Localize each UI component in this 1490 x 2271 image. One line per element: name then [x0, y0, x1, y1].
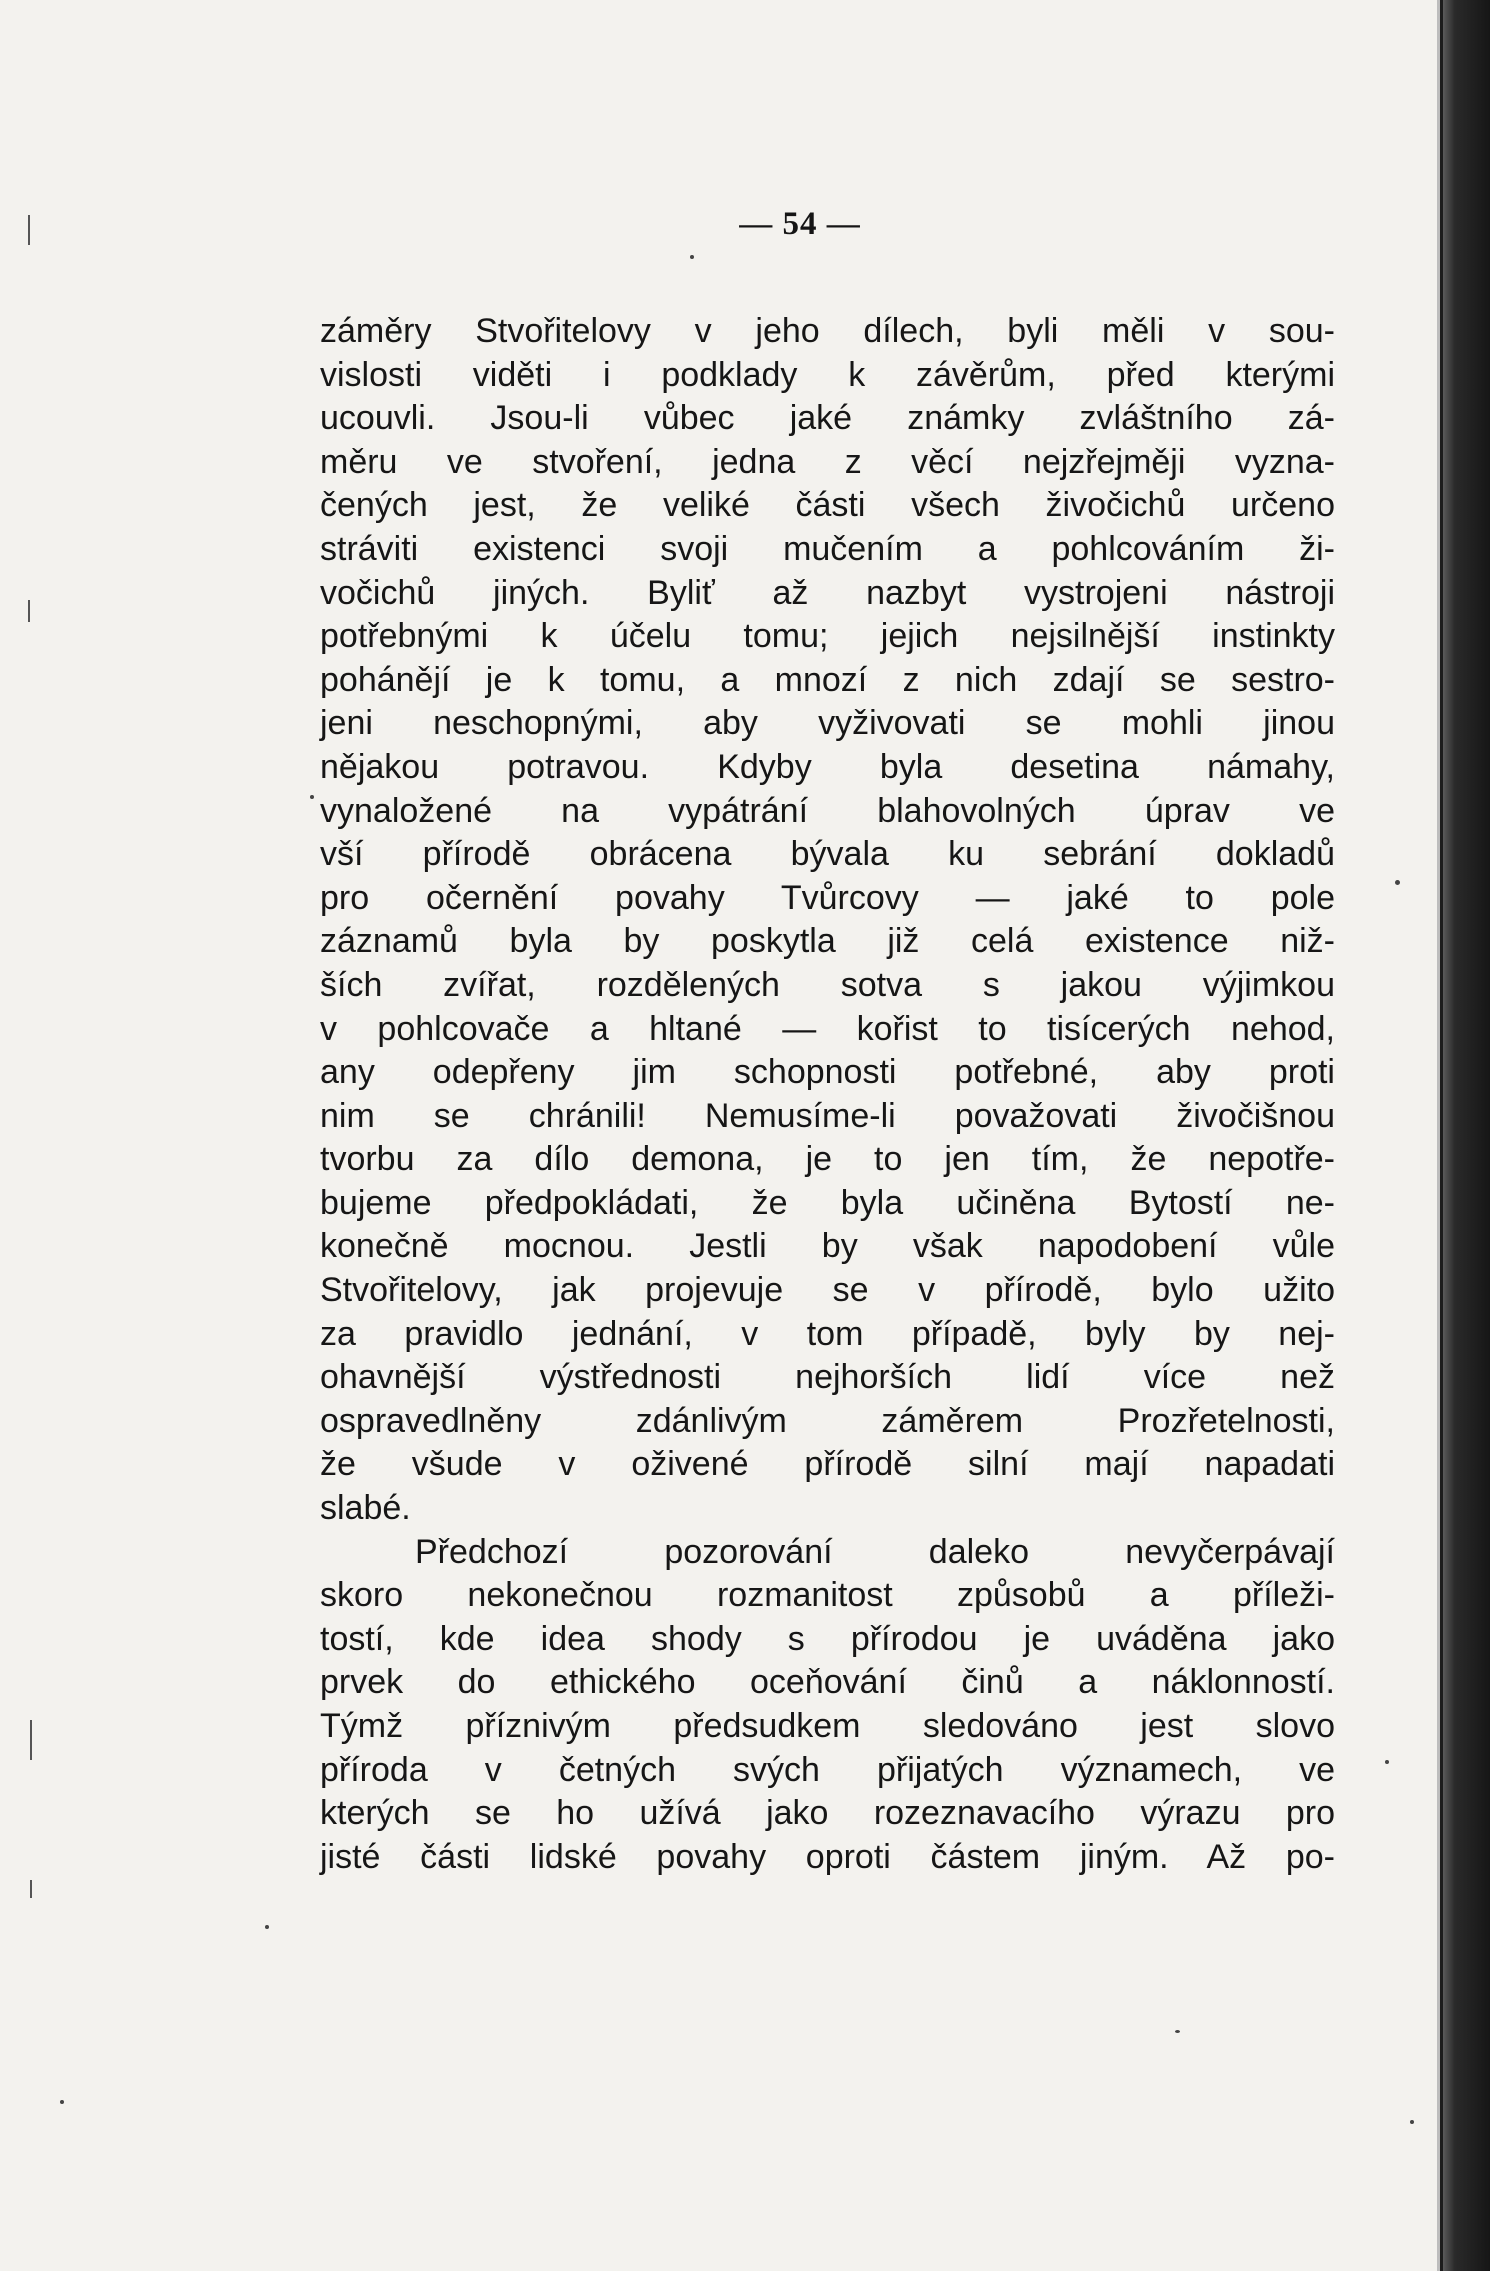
- paragraph: [320, 1531, 1335, 1880]
- scan-mark: [28, 600, 30, 622]
- text-line: příroda v četných svých přijatých významech, ve: [320, 1750, 1335, 1789]
- scan-speck: [60, 2100, 64, 2104]
- text-line: bujeme předpokládati, že byla učiněna Bytostí ne-: [320, 1183, 1335, 1222]
- text-line: čených jest, že veliké části všech živočichů určeno: [320, 486, 1335, 525]
- text-line: slabé.: [320, 1489, 411, 1528]
- text-line: stráviti existenci svoji mučením a pohlcováním ži-: [320, 529, 1335, 568]
- scan-speck: [1385, 1760, 1389, 1764]
- scan-speck: [690, 255, 694, 259]
- text-line: záznamů byla by poskytla již celá existence niž-: [320, 922, 1335, 961]
- text-line: nějakou potravou. Kdyby byla desetina námahy,: [320, 747, 1335, 786]
- text-line: vočichů jiných. Byliť až nazbyt vystrojeni nástroji: [320, 573, 1335, 612]
- text-line: vynaložené na vypátrání blahovolných úprav ve: [320, 791, 1335, 830]
- text-line: prvek do ethického oceňování činů a náklonností.: [320, 1663, 1335, 1702]
- text-line: nim se chránili! Nemusíme-li považovati živočišnou: [320, 1096, 1335, 1135]
- scan-speck: [1410, 2120, 1414, 2124]
- scan-mark: [30, 1880, 32, 1898]
- text-line: v pohlcovače a hltané — kořist to tisícerých nehod,: [320, 1009, 1335, 1048]
- paragraph: [320, 310, 1335, 1531]
- scan-speck: [310, 795, 314, 799]
- text-line: ospravedlněny zdánlivým záměrem Prozřetelnosti,: [320, 1401, 1335, 1440]
- text-line: Předchozí pozorování daleko nevyčerpávají: [415, 1532, 1335, 1571]
- text-line: měru ve stvoření, jedna z věcí nejzřejměji vyzna-: [320, 442, 1335, 481]
- page-number: — 54 —: [739, 206, 861, 242]
- scan-mark: [28, 215, 30, 245]
- text-line: jeni neschopnými, aby vyživovati se mohli jinou: [320, 704, 1335, 743]
- text-line: ších zvířat, rozdělených sotva s jakou výjimkou: [320, 965, 1335, 1004]
- text-line: tvorbu za dílo demona, je to jen tím, že nepotře-: [320, 1140, 1335, 1179]
- scan-speck: [265, 1925, 269, 1929]
- text-line: za pravidlo jednání, v tom případě, byly by nej-: [320, 1314, 1335, 1353]
- scan-speck: [1175, 2030, 1180, 2033]
- text-line: pro očernění povahy Tvůrcovy — jaké to pole: [320, 878, 1335, 917]
- text-line: ucouvli. Jsou-li vůbec jaké známky zvláštního zá-: [320, 399, 1335, 438]
- text-line: ohavnější výstřednosti nejhorších lidí více než: [320, 1358, 1335, 1397]
- scan-edge: [1443, 0, 1490, 2271]
- text-line: záměry Stvořitelovy v jeho dílech, byli měli v sou-: [320, 312, 1335, 350]
- body-text: [320, 310, 1335, 1879]
- text-line: any odepřeny jim schopnosti potřebné, aby proti: [320, 1053, 1335, 1092]
- text-line: jisté části lidské povahy oproti částem jiným. Až po-: [320, 1837, 1335, 1876]
- text-line: potřebnými k účelu tomu; jejich nejsilnější instinkty: [320, 617, 1335, 656]
- text-line: vší přírodě obrácena bývala ku sebrání dokladů: [320, 835, 1335, 874]
- text-line: skoro nekonečnou rozmanitost způsobů a příleži-: [320, 1576, 1335, 1615]
- text-line: kterých se ho užívá jako rozeznavacího výrazu pro: [320, 1794, 1335, 1833]
- text-line: že všude v oživené přírodě silní mají napadati: [320, 1445, 1335, 1484]
- text-line: konečně mocnou. Jestli by však napodobení vůle: [320, 1227, 1335, 1266]
- text-line: vislosti viděti i podklady k závěrům, před kterými: [320, 355, 1335, 394]
- text-line: Týmž příznivým předsudkem sledováno jest slovo: [320, 1707, 1335, 1745]
- scan-speck: [1395, 880, 1400, 885]
- text-line: tostí, kde idea shody s přírodou je uváděna jako: [320, 1619, 1335, 1658]
- text-line: Stvořitelovy, jak projevuje se v přírodě, bylo užito: [320, 1271, 1335, 1310]
- scan-mark: [30, 1720, 32, 1760]
- text-line: pohánějí je k tomu, a mnozí z nich zdají se sestro-: [320, 660, 1335, 699]
